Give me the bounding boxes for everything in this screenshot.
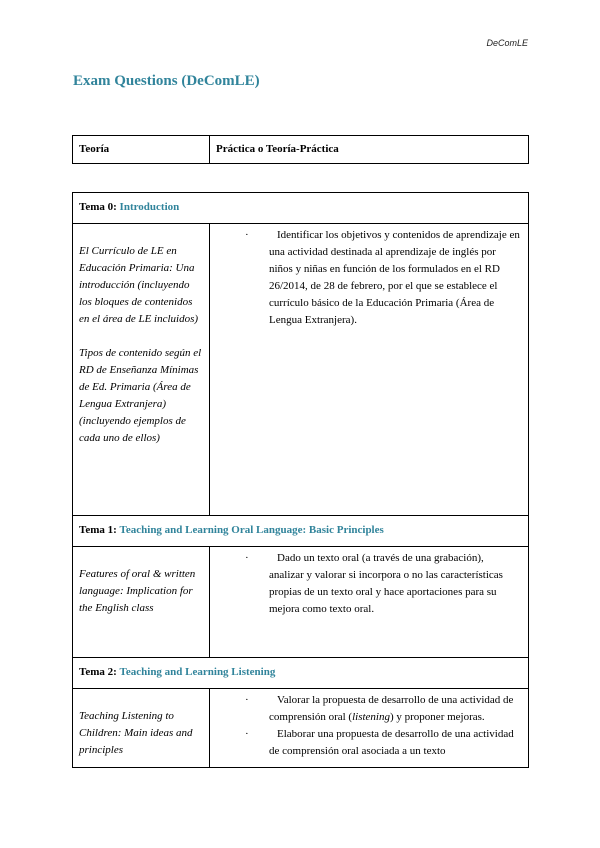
bullet-mark: · [245,728,249,740]
bullet-mark: · [245,552,249,564]
practice-bullet: Identificar los objetivos y contenidos de aprendizaje en una actividad destinada al aprendizaje de inglés por niños y niñas en función de los formulados en el RD 26/2014, de 28 de febrero, por el que se establece el currículo básico de la Educación Primaria (Área de Lengua Extranjera). [269,229,520,326]
tema-name: Teaching and Learning Oral Language: Basic Principles [119,524,384,536]
theory-paragraph: Tipos de contenido según el RD de Enseñanza Mínimas de Ed. Primaria (Área de Lengua Extranjera) (incluyendo ejemplos de cada uno de ellos) [79,347,202,444]
bullet-mark: · [245,694,249,706]
tema-0-practice [210,224,529,516]
tema-number: Tema 2: [79,666,117,678]
bullet-mark: · [245,229,249,241]
tema-1-theory [73,547,210,658]
page-title: Exam Questions (DeComLE) [73,73,260,89]
tema-1-content [73,547,529,658]
practice-bullet [210,692,528,726]
column-theory: Teoría [73,136,210,164]
tema-name: Introduction [119,201,180,213]
theory-paragraph: El Currículo de LE en Educación Primaria: Una introducción (incluyendo los bloques de contenidos en el área de LE incluidos) [79,245,199,325]
tema-2-practice [210,689,529,768]
theory-paragraph: Features of oral & written language: Implication for the English class [79,568,196,614]
tema-2-theory [73,689,210,768]
header-label: DeComLE [486,38,528,48]
temas-table [72,192,529,768]
columns-header-table [72,135,529,164]
tema-0-content [73,224,529,516]
tema-number: Tema 0: [79,201,117,213]
tema-0-theory [73,224,210,516]
tema-2-content [73,689,529,768]
tema-name: Teaching and Learning Listening [119,666,276,678]
tema-2-header [73,658,529,689]
bullet-emphasis: listening [352,711,390,723]
tema-1-header [73,516,529,547]
tema-0-header [73,193,529,224]
column-practice: Práctica o Teoría-Práctica [210,136,529,164]
theory-paragraph: Teaching Listening to Children: Main ideas and principles [79,710,193,756]
practice-bullet: Dado un texto oral (a través de una grabación), analizar y valorar si incorpora o no las características propias de un texto oral y hace aportaciones para su mejora como texto oral. [269,552,503,615]
bullet-text: Valorar la propuesta de desarrollo de una actividad de comprensión oral ( [269,694,514,723]
bullet-text: ) y proponer mejoras. [389,711,485,723]
tema-1-practice [210,547,529,658]
tema-number: Tema 1: [79,524,117,536]
practice-bullet: Elaborar una propuesta de desarrollo de una actividad de comprensión oral asociada a un texto [269,728,514,757]
